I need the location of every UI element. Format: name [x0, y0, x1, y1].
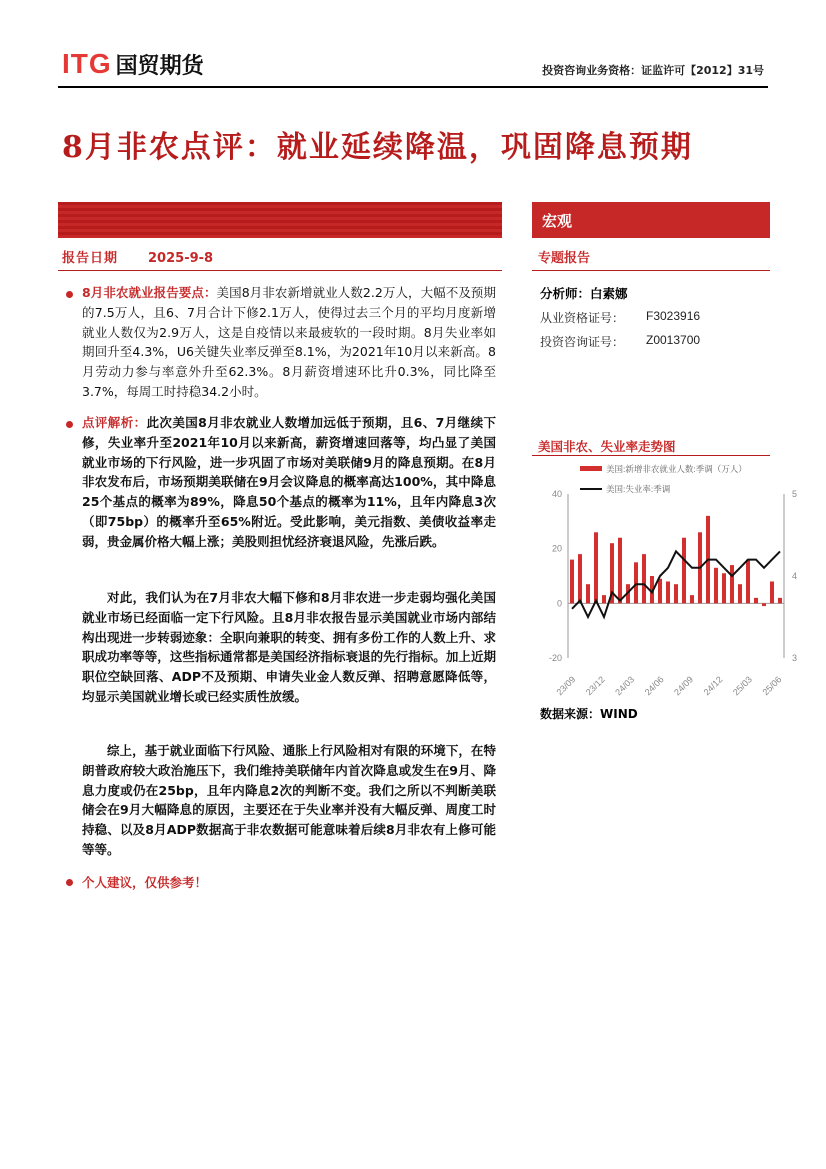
payroll-bar: [754, 598, 758, 603]
payroll-bar: [738, 584, 742, 603]
payroll-bar: [690, 595, 694, 603]
x-tick-label: 25/06: [760, 674, 784, 698]
payroll-bar: [570, 560, 574, 604]
legend-bar-swatch: [580, 466, 602, 471]
consult-cert-value: Z0013700: [646, 333, 701, 347]
payroll-bar: [666, 581, 670, 603]
left-banner: [58, 202, 502, 238]
key-points-heading: 8月非农就业报告要点：: [82, 285, 217, 300]
x-tick-label: 24/09: [672, 674, 696, 698]
section-banner: [532, 202, 770, 238]
payroll-bar: [602, 595, 606, 603]
left-tick-label: 20: [551, 543, 562, 554]
report-date-value: 2025-9-8: [148, 251, 214, 266]
advice-text: 个人建议，仅供参考！: [82, 875, 208, 890]
logo-company-name: 国贸期货: [115, 53, 204, 78]
analysis-paragraph: [82, 413, 496, 552]
payroll-bar: [578, 554, 582, 603]
chart-title: 美国非农、失业率走势图: [538, 439, 676, 454]
payroll-bar: [594, 532, 598, 603]
legend-bar-label: 美国:新增非农就业人数:季调（万人）: [606, 464, 747, 474]
chart-title-rule: [532, 455, 770, 456]
left-tick-label: 0: [556, 598, 562, 609]
left-tick-label: 40: [551, 489, 562, 499]
practice-cert-label: 从业资格证号：: [540, 311, 625, 325]
payroll-bar: [746, 560, 750, 604]
payroll-bar: [642, 554, 646, 603]
payroll-bar: [682, 538, 686, 604]
payroll-bar: [762, 603, 766, 606]
company-logo: [62, 48, 204, 80]
payrolls-unemployment-chart: [532, 458, 822, 698]
right-tick-label: 3: [792, 653, 798, 663]
right-tick-label: 5: [792, 489, 798, 499]
left-tick-label: -20: [548, 653, 562, 663]
consult-cert-label: 投资咨询证号：: [540, 335, 625, 349]
x-tick-label: 24/12: [701, 674, 725, 698]
payroll-bar: [618, 538, 622, 604]
payroll-bar: [674, 584, 678, 603]
analysis-heading: 点评解析：: [82, 415, 147, 430]
payroll-bar: [730, 565, 734, 603]
legend-line-label: 美国:失业率:季调: [606, 484, 671, 494]
section-label: 宏观: [542, 212, 573, 230]
payroll-bar: [634, 562, 638, 603]
x-tick-label: 25/03: [730, 674, 754, 698]
x-tick-label: 24/06: [642, 674, 666, 698]
payroll-bar: [722, 573, 726, 603]
conclusion-paragraph: 综上，基于就业面临下行风险、通胀上行风险相对有限的环境下，在特朗普政府较大政治施压下，我们维持美联储年内首次降息或发生在9月、降息力度或仍在25bp，且年内降息2次的判断不变。我们之所以不判断美联储会在9月大幅降息的原因，主要还在于失业率并没有大幅反弹、周度工时持稳、以及8月ADP数据高于非农数据可能意味着后续8月非农有上修可能等等。: [82, 743, 496, 857]
x-tick-label: 23/12: [583, 674, 607, 698]
bullet-icon: [66, 421, 73, 428]
payroll-bar: [586, 584, 590, 603]
qualification-text: 投资咨询业务资格：证监许可【2012】31号: [542, 64, 764, 77]
x-tick-label: 23/09: [554, 674, 578, 698]
payroll-bar: [770, 581, 774, 603]
report-date-label: 报告日期: [62, 251, 119, 266]
payroll-bar: [658, 579, 662, 604]
payroll-bar: [714, 568, 718, 604]
practice-cert: [540, 309, 701, 326]
key-points-paragraph: [82, 283, 496, 402]
x-tick-label: 24/03: [613, 674, 637, 698]
view-paragraph: 对此，我们认为在7月非农大幅下修和8月非农进一步走弱均强化美国就业市场已经面临一定下行风险。且8月非农报告显示美国就业市场内部结构出现进一步转弱迹象：全职向兼职的转变、拥有多份工作的人数上升、求职成功率等等，这些指标通常都是美国经济指标衰退的先行指标。加上近期职位空缺回落、ADP不及预期、申请失业金人数反弹、招聘意愿降低等，均显示美国就业增长或已经实质性放缓。: [82, 590, 496, 704]
bullet-icon: [66, 291, 73, 298]
consult-cert: [540, 333, 701, 350]
report-title: 8月非农点评：就业延续降温，巩固降息预期: [62, 130, 693, 165]
logo-itg: ITG: [62, 48, 112, 79]
right-tick-label: 4: [792, 571, 798, 581]
data-source: 数据来源：WIND: [540, 707, 638, 721]
header-rule: [58, 86, 768, 88]
payroll-bar: [778, 598, 782, 603]
practice-cert-value: F3023916: [646, 309, 701, 323]
report-type-rule: [532, 270, 770, 271]
analysis-text: 此次美国8月非农就业人数增加远低于预期，且6、7月继续下修，失业率升至2021年10月以来新高，薪资增速回落等，均凸显了美国就业市场的下行风险，进一步巩固了市场对美联储9月的降息预期。在8月非农发布后，市场预期美联储在9月会议降息的概率高达100%，其中降息25个基点的概率为89%，降息50个基点的概率为11%，且年内降息3次（即75bp）的概率升至65%附近。受此影响，美元指数、美债收益率走弱，贵金属价格大幅上涨；美股则担忧经济衰退风险，先涨后跌。: [82, 415, 496, 549]
analyst-name: 分析师：白素娜: [540, 286, 628, 301]
report-type: 专题报告: [538, 251, 591, 266]
key-points-text: 美国8月非农新增就业人数2.2万人，大幅不及预期的7.5万人，且6、7月合计下修2.1万人，使得过去三个月的平均月度新增就业人数仅为2.9万人，这是自疫情以来最疲软的一段时期。8月失业率如期回升至4.3%，U6关键失业率反弹至8.1%，为2021年10月以来新高。8月劳动力参与率意外升至62.3%。8月薪资增速环比升0.3%，同比降至3.7%，每周工时持稳34.2小时。: [82, 285, 496, 399]
report-date: [62, 247, 213, 266]
date-rule: [58, 270, 502, 271]
bullet-icon: [66, 879, 73, 886]
